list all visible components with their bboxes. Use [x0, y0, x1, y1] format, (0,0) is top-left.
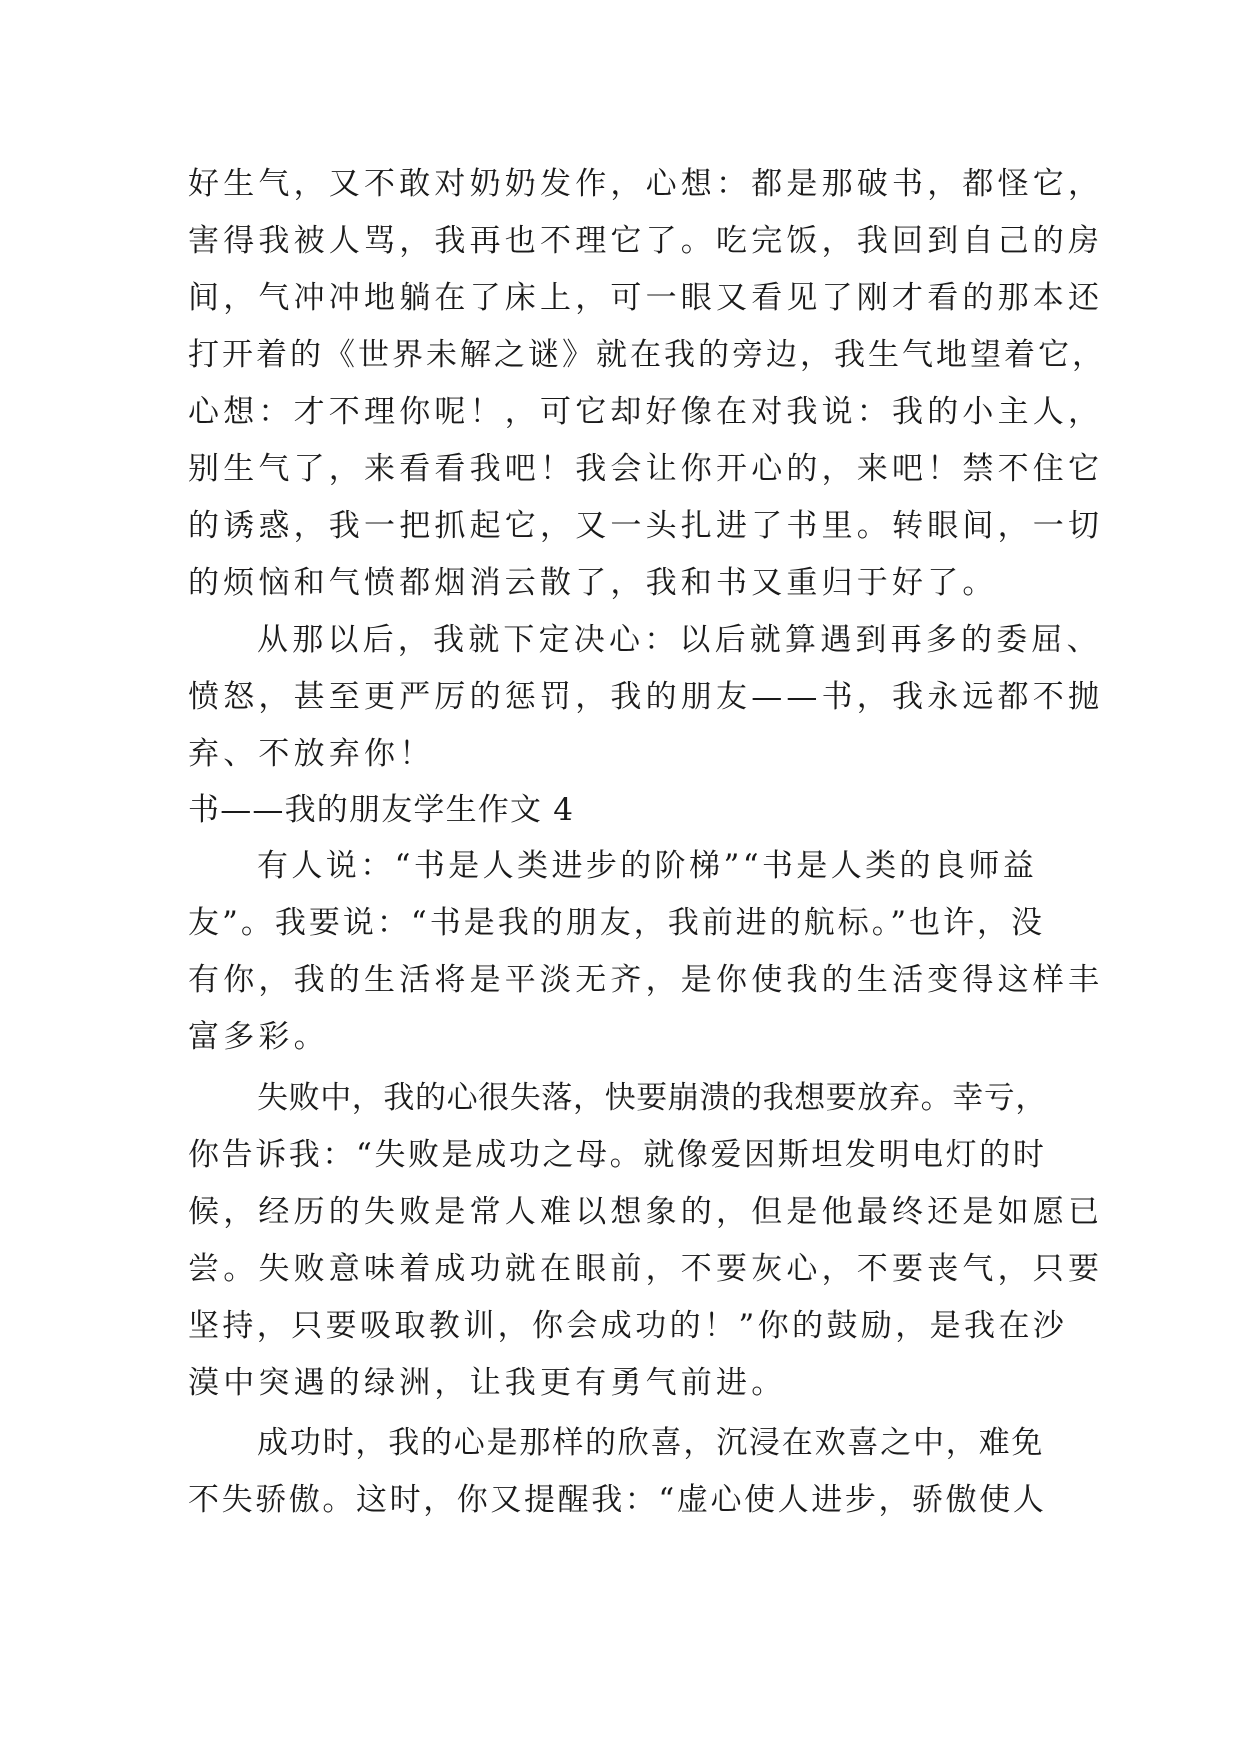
- text-line: 间，气冲冲地躺在了床上，可一眼又看见了刚才看的那本还: [188, 280, 1104, 316]
- text-line: 好生气，又不敢对奶奶发作，心想：都是那破书，都怪它，: [188, 166, 1104, 202]
- text-line: 友”。我要说：“书是我的朋友，我前进的航标。”也许，没: [188, 905, 1046, 941]
- paragraph-first-line: 有人说：“书是人类进步的阶梯”“书是人类的良师益: [257, 848, 1038, 884]
- text-line: 候，经历的失败是常人难以想象的，但是他最终还是如愿已: [188, 1194, 1104, 1230]
- text-line: 的诱惑，我一把抓起它，又一头扎进了书里。转眼间，一切: [188, 508, 1104, 544]
- paragraph-first-line: 成功时，我的心是那样的欣喜，沉浸在欢喜之中，难免: [257, 1425, 1045, 1461]
- text-line: 弃、不放弃你！: [188, 736, 435, 772]
- paragraph-first-line: 失败中，我的心很失落，快要崩溃的我想要放弃。幸亏，: [257, 1080, 1047, 1116]
- text-line: 漠中突遇的绿洲，让我更有勇气前进。: [188, 1365, 787, 1401]
- paragraph-first-line: 从那以后，我就下定决心：以后就算遇到再多的委屈、: [257, 622, 1102, 658]
- text-line: 害得我被人骂，我再也不理它了。吃完饭，我回到自己的房: [188, 223, 1104, 259]
- text-line: 愤怒，甚至更严厉的惩罚，我的朋友——书，我永远都不抛: [188, 679, 1104, 715]
- text-line: 有你，我的生活将是平淡无齐，是你使我的生活变得这样丰: [188, 962, 1104, 998]
- text-line: 尝。失败意味着成功就在眼前，不要灰心，不要丧气，只要: [188, 1251, 1104, 1287]
- text-line: 不失骄傲。这时，你又提醒我：“虚心使人进步，骄傲使人: [188, 1482, 1047, 1518]
- text-line: 别生气了，来看看我吧！我会让你开心的，来吧！禁不住它: [188, 451, 1104, 487]
- text-line: 的烦恼和气愤都烟消云散了，我和书又重归于好了。: [188, 565, 998, 601]
- section-heading: 书——我的朋友学生作文 4: [188, 792, 575, 828]
- text-line: 富多彩。: [188, 1019, 329, 1055]
- text-line: 心想：才不理你呢！，可它却好像在对我说：我的小主人，: [188, 394, 1104, 430]
- text-line: 打开着的《世界未解之谜》就在我的旁边，我生气地望着它，: [188, 337, 1106, 373]
- text-line: 你告诉我：“失败是成功之母。就像爱因斯坦发明电灯的时: [188, 1137, 1047, 1173]
- text-line: 坚持，只要吸取教训，你会成功的！”你的鼓励，是我在沙: [188, 1308, 1068, 1344]
